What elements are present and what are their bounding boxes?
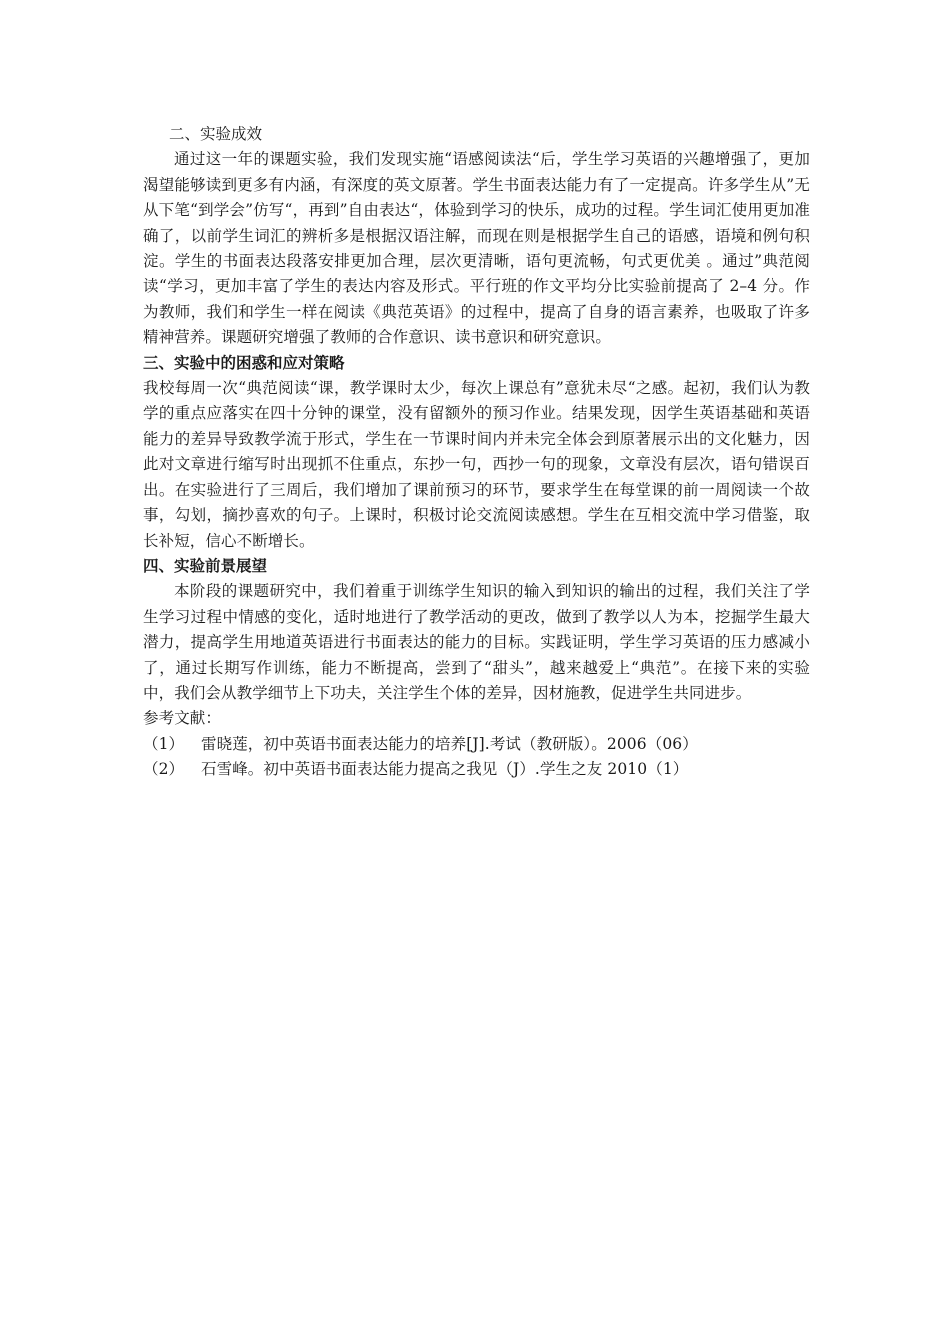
reference-item [143, 757, 810, 782]
reference-item [143, 732, 810, 757]
reference-text: 雷晓莲，初中英语书面表达能力的培养[J].考试（教研版）。2006（06） [201, 734, 698, 753]
references [143, 706, 810, 782]
section-heading-results: 二、实验成效 [169, 125, 263, 143]
reference-number: （2） [143, 760, 185, 779]
paragraph-results: 通过这一年的课题实验，我们发现实施“语感阅读法“后，学生学习英语的兴趣增强了，更加渴望能够读到更多有内涵，有深度的英文原著。学生书面表达能力有了一定提高。许多学生从”无从下笔“到学会”仿写“，再到”自由表达“，体验到学习的快乐，成功的过程。学生词汇使用更加准确了，以前学生词汇的辨析多是根据汉语注解，而现在则是根据学生自己的语感，语境和例句积淀。学生的书面表达段落安排更加合理，层次更清晰，语句更流畅，句式更优美 。通过”典范阅读“学习，更加丰富了学生的表达内容及形式。平行班的作文平均分比实验前提高了 2–4 分。作为教师，我们和学生一样在阅读《典范英语》的过程中，提高了自身的语言素养，也吸取了许多精神营养。课题研究增强了教师的合作意识、读书意识和研究意识。 [143, 150, 810, 347]
reference-text: 石雪峰。初中英语书面表达能力提高之我见（J）.学生之友 2010（1） [201, 760, 689, 779]
section-heading-challenges: 三、实验中的困惑和应对策略 [143, 353, 345, 372]
references-title: 参考文献： [143, 709, 222, 728]
paragraph-challenges: 我校每周一次“典范阅读“课，教学课时太少，每次上课总有”意犹未尽“之感。起初，我们认为教学的重点应落实在四十分钟的课堂，没有留额外的预习作业。结果发现，因学生英语基础和英语能力的差异导致教学流于形式，学生在一节课时间内并未完全体会到原著展示出的文化魅力，因此对文章进行缩写时出现抓不住重点，东抄一句，西抄一句的现象，文章没有层次，语句错误百出。在实验进行了三周后，我们增加了课前预习的环节，要求学生在每堂课的前一周阅读一个故事，勾划，摘抄喜欢的句子。上课时，积极讨论交流阅读感想。学生在互相交流中学习借鉴，取长补短，信心不断增长。 [143, 379, 810, 550]
document-page [143, 122, 810, 783]
reference-number: （1） [143, 734, 185, 753]
section-heading-outlook: 四、实验前景展望 [143, 556, 268, 575]
paragraph-outlook: 本阶段的课题研究中，我们着重于训练学生知识的输入到知识的输出的过程，我们关注了学生学习过程中情感的变化，适时地进行了教学活动的更改，做到了教学以人为本，挖掘学生最大潜力，提高学生用地道英语进行书面表达的能力的目标。实践证明，学生学习英语的压力感减小了，通过长期写作训练，能力不断提高，尝到了“甜头”，越来越爱上“典范”。在接下来的实验中，我们会从教学细节上下功夫，关注学生个体的差异，因材施教，促进学生共同进步。 [143, 582, 810, 702]
